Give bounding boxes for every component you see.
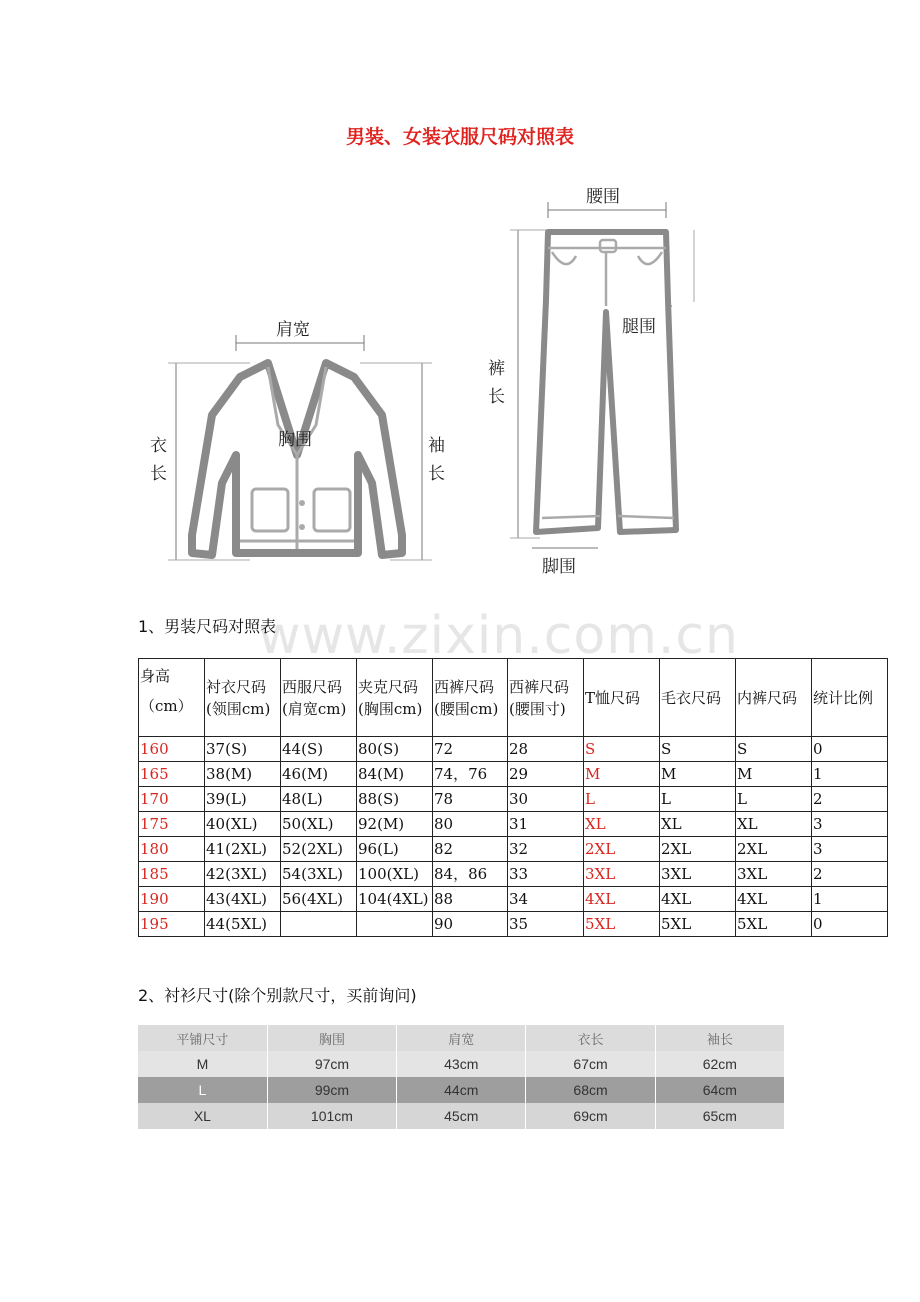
table-cell: 37(S) [205,737,281,762]
table-cell: 42(3XL) [205,862,281,887]
shirt-header-chest: 胸围 [267,1025,396,1051]
table-cell: 35 [508,912,584,937]
header-tshirt: T恤尺码 [584,659,660,737]
table-cell: 3XL [736,862,812,887]
table-row [138,1103,785,1129]
header-jacket: 夹克尺码 (胸围cm) [357,659,433,737]
table-cell: 195 [139,912,205,937]
table-cell: 62cm [655,1051,784,1077]
table-cell: 65cm [655,1103,784,1129]
table-row [138,1077,785,1103]
table-cell: 3 [812,812,888,837]
table-cell: S [736,737,812,762]
table-cell: 41(2XL) [205,837,281,862]
table-cell: 90 [433,912,508,937]
table-cell: 0 [812,737,888,762]
table-row [139,837,888,862]
table-cell: 72 [433,737,508,762]
header-ratio: 统计比例 [812,659,888,737]
table-cell: 4XL [660,887,736,912]
table-cell: 84，86 [433,862,508,887]
table-cell: L [138,1077,267,1103]
table-cell: 97cm [267,1051,396,1077]
table-cell: M [736,762,812,787]
sleeve-label-2: 长 [428,464,445,484]
table-cell: 1 [812,887,888,912]
table-cell: M [584,762,660,787]
table-cell: 170 [139,787,205,812]
table-cell: 67cm [526,1051,655,1077]
table-cell: 32 [508,837,584,862]
table-cell: 92(M) [357,812,433,837]
table-cell: S [584,737,660,762]
shirt-size-table [138,1025,785,1129]
table-cell: 54(3XL) [281,862,357,887]
table-cell: 31 [508,812,584,837]
table-cell: 2 [812,862,888,887]
chest-label: 胸围 [278,430,312,450]
table-cell: 38(M) [205,762,281,787]
table-cell: 80 [433,812,508,837]
table-cell: 39(L) [205,787,281,812]
men-table-header [139,659,888,737]
table-cell: 48(L) [281,787,357,812]
shirt-header-size: 平铺尺寸 [138,1025,267,1051]
table-cell: 165 [139,762,205,787]
table-cell: 96(L) [357,837,433,862]
header-underwear: 内裤尺码 [736,659,812,737]
table-cell: 104(4XL) [357,887,433,912]
table-cell: S [660,737,736,762]
table-cell: 99cm [267,1077,396,1103]
header-trousers-inch: 西裤尺码 (腰围寸) [508,659,584,737]
table-cell: 43(4XL) [205,887,281,912]
table-cell: 1 [812,762,888,787]
table-cell: XL [584,812,660,837]
table-cell: L [584,787,660,812]
table-cell: 74，76 [433,762,508,787]
shirt-header-shoulder: 肩宽 [397,1025,526,1051]
table-cell: 4XL [584,887,660,912]
shirt-table-body [138,1051,785,1129]
table-cell: 45cm [397,1103,526,1129]
table-cell: 88(S) [357,787,433,812]
table-cell: 80(S) [357,737,433,762]
table-cell: 44(5XL) [205,912,281,937]
table-cell: M [660,762,736,787]
thigh-label: 腿围 [622,317,656,337]
table-cell: 175 [139,812,205,837]
sleeve-label-1: 袖 [428,436,445,456]
header-height: 身高 （cm） [139,659,205,737]
table-cell: L [660,787,736,812]
table-cell: 50(XL) [281,812,357,837]
table-cell: 3 [812,837,888,862]
table-cell: 78 [433,787,508,812]
page-title: 男装、女装衣服尺码对照表 [345,126,574,148]
table-cell [281,912,357,937]
header-trousers-cm: 西裤尺码 (腰围cm) [433,659,508,737]
table-cell: 28 [508,737,584,762]
header-sweater: 毛衣尺码 [660,659,736,737]
table-cell: 88 [433,887,508,912]
pants-length-label-2: 长 [488,387,505,407]
table-cell: 44(S) [281,737,357,762]
table-cell: 64cm [655,1077,784,1103]
table-cell: 190 [139,887,205,912]
table-cell: 46(M) [281,762,357,787]
table-cell: 3XL [660,862,736,887]
table-cell: 34 [508,887,584,912]
table-cell: 29 [508,762,584,787]
table-cell: 101cm [267,1103,396,1129]
table-cell: 4XL [736,887,812,912]
table-cell: 43cm [397,1051,526,1077]
table-cell: M [138,1051,267,1077]
table-row [139,762,888,787]
table-row [139,787,888,812]
table-row [139,887,888,912]
table-cell: 180 [139,837,205,862]
table-cell: 160 [139,737,205,762]
table-cell: L [736,787,812,812]
table-cell: XL [138,1103,267,1129]
table-cell: 100(XL) [357,862,433,887]
pants-length-label-1: 裤 [488,359,505,379]
table-cell: 33 [508,862,584,887]
waist-label: 腰围 [586,187,620,207]
table-row [139,912,888,937]
table-cell: 30 [508,787,584,812]
shirt-table-header [138,1025,785,1051]
length-label-2: 长 [150,464,167,484]
table-cell: 2XL [584,837,660,862]
table-cell: 68cm [526,1077,655,1103]
header-suit: 西服尺码 (肩宽cm) [281,659,357,737]
shirt-header-sleeve: 袖长 [655,1025,784,1051]
jacket-diagram [140,305,460,580]
table-cell: 2XL [660,837,736,862]
table-cell: 5XL [660,912,736,937]
men-section-title: 1、男装尺码对照表 [138,617,277,636]
header-shirt: 衬衣尺码 (领围cm) [205,659,281,737]
shirt-section-title: 2、衬衫尺寸(除个别款尺寸，买前询问) [138,986,417,1005]
table-cell: 5XL [736,912,812,937]
watermark: www.zixin.com.cn [258,606,739,666]
table-cell: 185 [139,862,205,887]
table-cell: XL [660,812,736,837]
men-table-body [139,737,888,937]
table-cell: 69cm [526,1103,655,1129]
table-cell: 2XL [736,837,812,862]
length-label-1: 衣 [150,436,167,456]
table-cell: 52(2XL) [281,837,357,862]
table-cell: 2 [812,787,888,812]
men-size-table [138,658,888,937]
pants-diagram [480,180,710,585]
table-cell [357,912,433,937]
table-cell: 44cm [397,1077,526,1103]
table-cell: XL [736,812,812,837]
table-cell: 40(XL) [205,812,281,837]
table-row [139,812,888,837]
shoulder-label: 肩宽 [276,320,310,340]
table-cell: 84(M) [357,762,433,787]
shirt-header-length: 衣长 [526,1025,655,1051]
table-cell: 3XL [584,862,660,887]
table-row [139,862,888,887]
table-cell: 82 [433,837,508,862]
table-cell: 5XL [584,912,660,937]
table-cell: 56(4XL) [281,887,357,912]
table-cell: 0 [812,912,888,937]
table-row [139,737,888,762]
hem-label: 脚围 [542,557,576,577]
table-row [138,1051,785,1077]
